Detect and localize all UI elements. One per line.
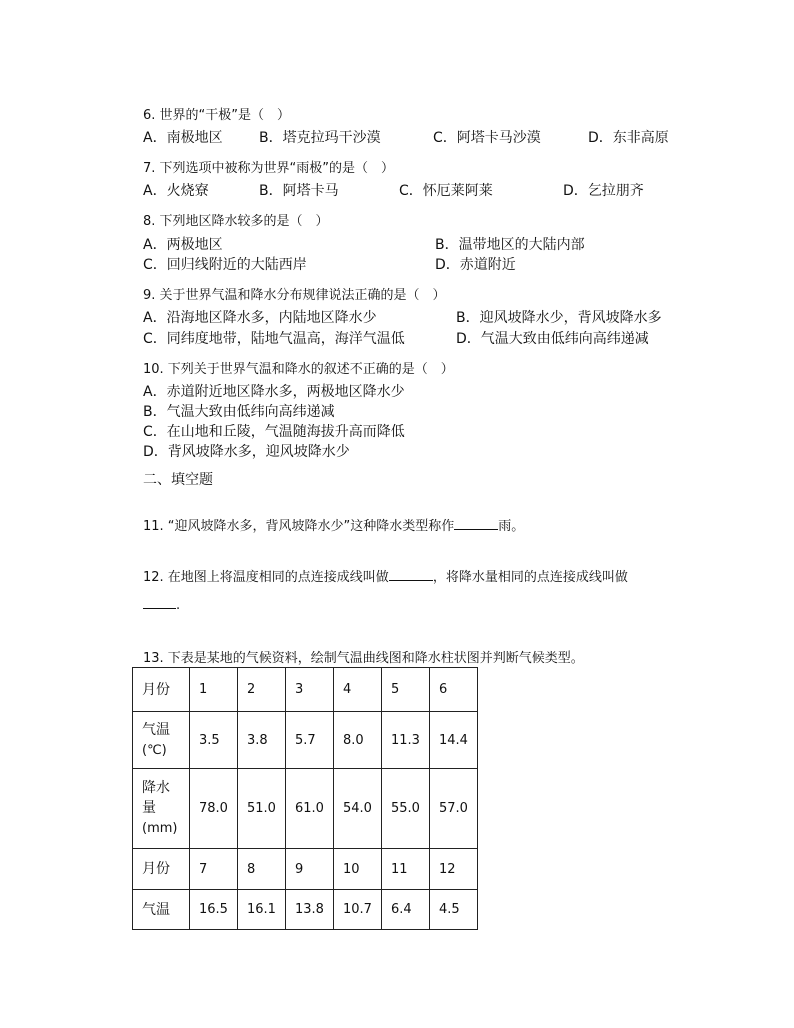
month-header: 月份	[133, 668, 190, 712]
question-6-option-d: D．东非高原	[588, 130, 669, 146]
table-cell: 9	[286, 849, 334, 890]
answer-blank[interactable]	[143, 596, 176, 609]
answer-blank[interactable]	[389, 568, 433, 581]
question-11-suffix: 雨。	[498, 519, 525, 534]
question-12	[143, 566, 628, 585]
question-10-option-a: A．赤道附近地区降水多，两极地区降水少	[143, 384, 405, 400]
table-cell: 6	[430, 668, 478, 712]
temp-unit: (℃)	[142, 742, 167, 758]
table-row-temp-2	[133, 890, 478, 930]
table-row-precip-1	[133, 769, 478, 849]
table-cell: 5	[382, 668, 430, 712]
question-12-line2	[143, 596, 180, 613]
question-9-option-c: C．同纬度地带，陆地气温高，海洋气温低	[143, 331, 405, 347]
question-7-option-b: B．阿塔卡马	[259, 183, 339, 199]
table-cell: 3.8	[238, 712, 286, 769]
table-row-temp-1	[133, 712, 478, 769]
table-cell: 7	[190, 849, 238, 890]
question-6-option-b: B．塔克拉玛干沙漠	[259, 130, 381, 146]
answer-blank[interactable]	[454, 517, 498, 530]
question-12-end: .	[176, 598, 181, 613]
question-10-option-c: C．在山地和丘陵，气温随海拔升高而降低	[143, 424, 405, 440]
question-9-stem: 9. 关于世界气温和降水分布规律说法正确的是（ ）	[143, 288, 446, 303]
table-cell: 8.0	[334, 712, 382, 769]
table-cell: 61.0	[286, 769, 334, 849]
temp-header: 气温	[133, 890, 190, 930]
question-11	[143, 515, 524, 534]
question-13-stem: 13. 下表是某地的气候资料，绘制气温曲线图和降水柱状图并判断气候类型。	[143, 651, 584, 666]
temp-label: 气温	[142, 721, 170, 738]
table-cell: 3.5	[190, 712, 238, 769]
question-9-option-d: D．气温大致由低纬向高纬递减	[456, 331, 649, 347]
table-cell: 57.0	[430, 769, 478, 849]
question-6-stem: 6. 世界的“干极”是（ ）	[143, 108, 291, 123]
table-cell: 10.7	[334, 890, 382, 930]
table-cell: 54.0	[334, 769, 382, 849]
question-7-stem: 7. 下列选项中被称为世界“雨极”的是（ ）	[143, 161, 395, 176]
table-cell: 12	[430, 849, 478, 890]
table-cell: 55.0	[382, 769, 430, 849]
question-8-option-c: C．回归线附近的大陆西岸	[143, 257, 307, 273]
table-cell: 11	[382, 849, 430, 890]
table-cell: 1	[190, 668, 238, 712]
question-8-option-a: A．两极地区	[143, 237, 223, 253]
table-row-months-2	[133, 849, 478, 890]
precip-header	[133, 769, 190, 849]
table-cell: 2	[238, 668, 286, 712]
climate-table	[132, 667, 478, 930]
table-cell: 16.5	[190, 890, 238, 930]
question-10-option-d: D．背风坡降水多，迎风坡降水少	[143, 444, 350, 460]
table-cell: 11.3	[382, 712, 430, 769]
month-header: 月份	[133, 849, 190, 890]
question-8-option-b: B．温带地区的大陆内部	[435, 237, 585, 253]
precip-unit: (mm)	[142, 821, 178, 836]
table-cell: 78.0	[190, 769, 238, 849]
question-12-mid: ，将降水量相同的点连接成线叫做	[432, 570, 628, 585]
table-row-months-1	[133, 668, 478, 712]
table-cell: 14.4	[430, 712, 478, 769]
question-9-option-b: B．迎风坡降水少，背风坡降水多	[456, 310, 662, 326]
question-11-text: 11. “迎风坡降水多，背风坡降水少”这种降水类型称作	[143, 519, 455, 534]
question-8-option-d: D．赤道附近	[435, 257, 516, 273]
temp-header	[133, 712, 190, 769]
section-title: 二、填空题	[143, 472, 213, 488]
table-cell: 13.8	[286, 890, 334, 930]
question-10-option-b: B．气温大致由低纬向高纬递减	[143, 404, 335, 420]
precip-label-2: 量	[142, 800, 156, 816]
precip-label-1: 降水	[142, 780, 170, 796]
question-7-option-d: D．乞拉朋齐	[563, 183, 644, 199]
question-6-option-c: C．阿塔卡马沙漠	[433, 130, 541, 146]
table-cell: 5.7	[286, 712, 334, 769]
question-10-stem: 10. 下列关于世界气温和降水的叙述不正确的是（ ）	[143, 362, 454, 377]
question-8-stem: 8. 下列地区降水较多的是（ ）	[143, 214, 329, 229]
question-6-option-a: A．南极地区	[143, 130, 223, 146]
table-cell: 51.0	[238, 769, 286, 849]
question-7-option-a: A．火烧寮	[143, 183, 209, 199]
table-cell: 4	[334, 668, 382, 712]
question-12-text: 12. 在地图上将温度相同的点连接成线叫做	[143, 570, 389, 585]
question-9-option-a: A．沿海地区降水多，内陆地区降水少	[143, 310, 377, 326]
table-cell: 16.1	[238, 890, 286, 930]
table-cell: 4.5	[430, 890, 478, 930]
table-cell: 3	[286, 668, 334, 712]
table-cell: 6.4	[382, 890, 430, 930]
question-7-option-c: C．怀厄莱阿莱	[399, 183, 493, 199]
table-cell: 10	[334, 849, 382, 890]
table-cell: 8	[238, 849, 286, 890]
